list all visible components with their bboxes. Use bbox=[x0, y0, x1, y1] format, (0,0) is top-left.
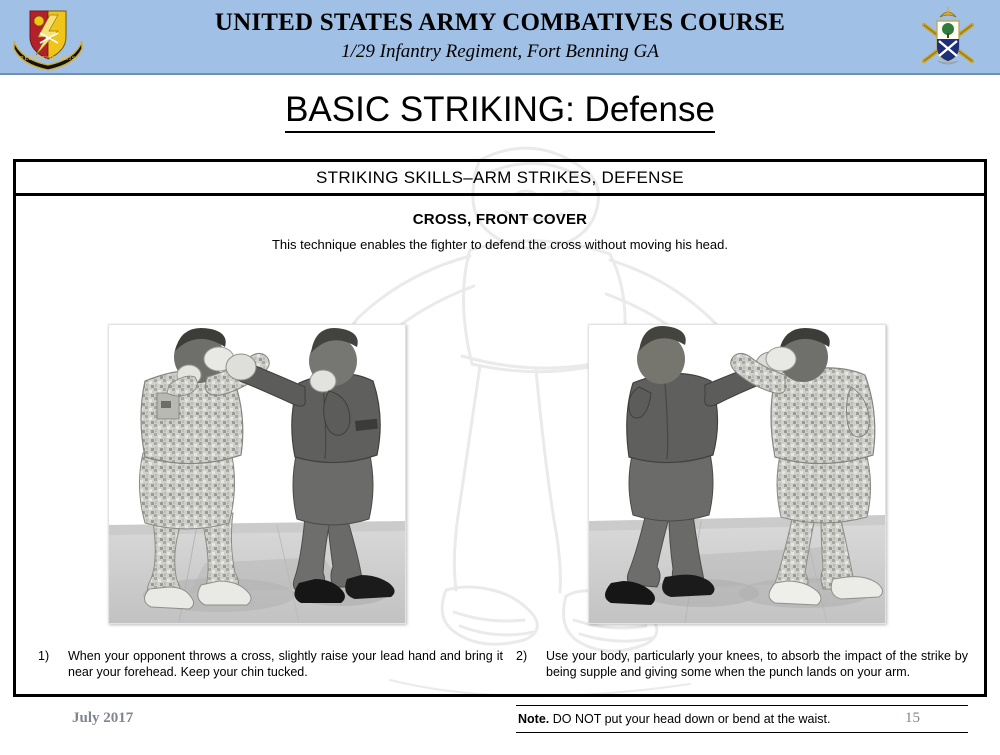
note-rule-bottom bbox=[516, 732, 968, 733]
page-header bbox=[0, 0, 1000, 75]
step-1-text: When your opponent throws a cross, slightly raise your lead hand and bring it near your forehead. Keep your chin tucked. bbox=[68, 649, 503, 679]
step-1-number: 1) bbox=[38, 649, 50, 663]
photo-row bbox=[16, 324, 984, 624]
technique-subhead: CROSS, FRONT COVER bbox=[412, 211, 588, 228]
step-2-number: 2) bbox=[516, 649, 528, 663]
course-subtitle: 1/29 Infantry Regiment, Fort Benning GA bbox=[341, 40, 659, 62]
slide-title bbox=[0, 90, 1000, 130]
step-2-text: Use your body, particularly your knees, to absorb the impact of the strike by being supple and giving some when the punch lands on your arm. bbox=[546, 649, 968, 679]
step-1 bbox=[38, 649, 503, 680]
footer-date: July 2017 bbox=[72, 710, 134, 726]
svg-text:PERDITOR ORIS: PERDITOR ORIS bbox=[20, 55, 76, 62]
technique-intro: This technique enables the fighter to defend the cross without moving his head. bbox=[271, 237, 728, 252]
note-line bbox=[516, 706, 968, 732]
photo-front-cover-side-view bbox=[108, 324, 406, 624]
slide-title-text: BASIC STRIKING: Defense bbox=[285, 90, 715, 133]
note-label: Note. bbox=[518, 712, 550, 726]
unit-distinctive-insignia-icon bbox=[10, 3, 86, 71]
section-banner-text: STRIKING SKILLS–ARM STRIKES, DEFENSE bbox=[316, 167, 684, 187]
photo-front-cover-reverse-view bbox=[588, 324, 886, 624]
header-title-group bbox=[120, 0, 880, 73]
note-text: DO NOT put your head down or bend at the waist. bbox=[549, 712, 831, 726]
note-block bbox=[516, 705, 968, 733]
section-banner bbox=[16, 162, 984, 196]
footer-page-number: 15 bbox=[905, 710, 920, 726]
course-title: UNITED STATES ARMY COMBATIVES COURSE bbox=[214, 9, 786, 37]
step-2 bbox=[516, 649, 968, 680]
infantry-regimental-crest-icon bbox=[910, 3, 986, 71]
